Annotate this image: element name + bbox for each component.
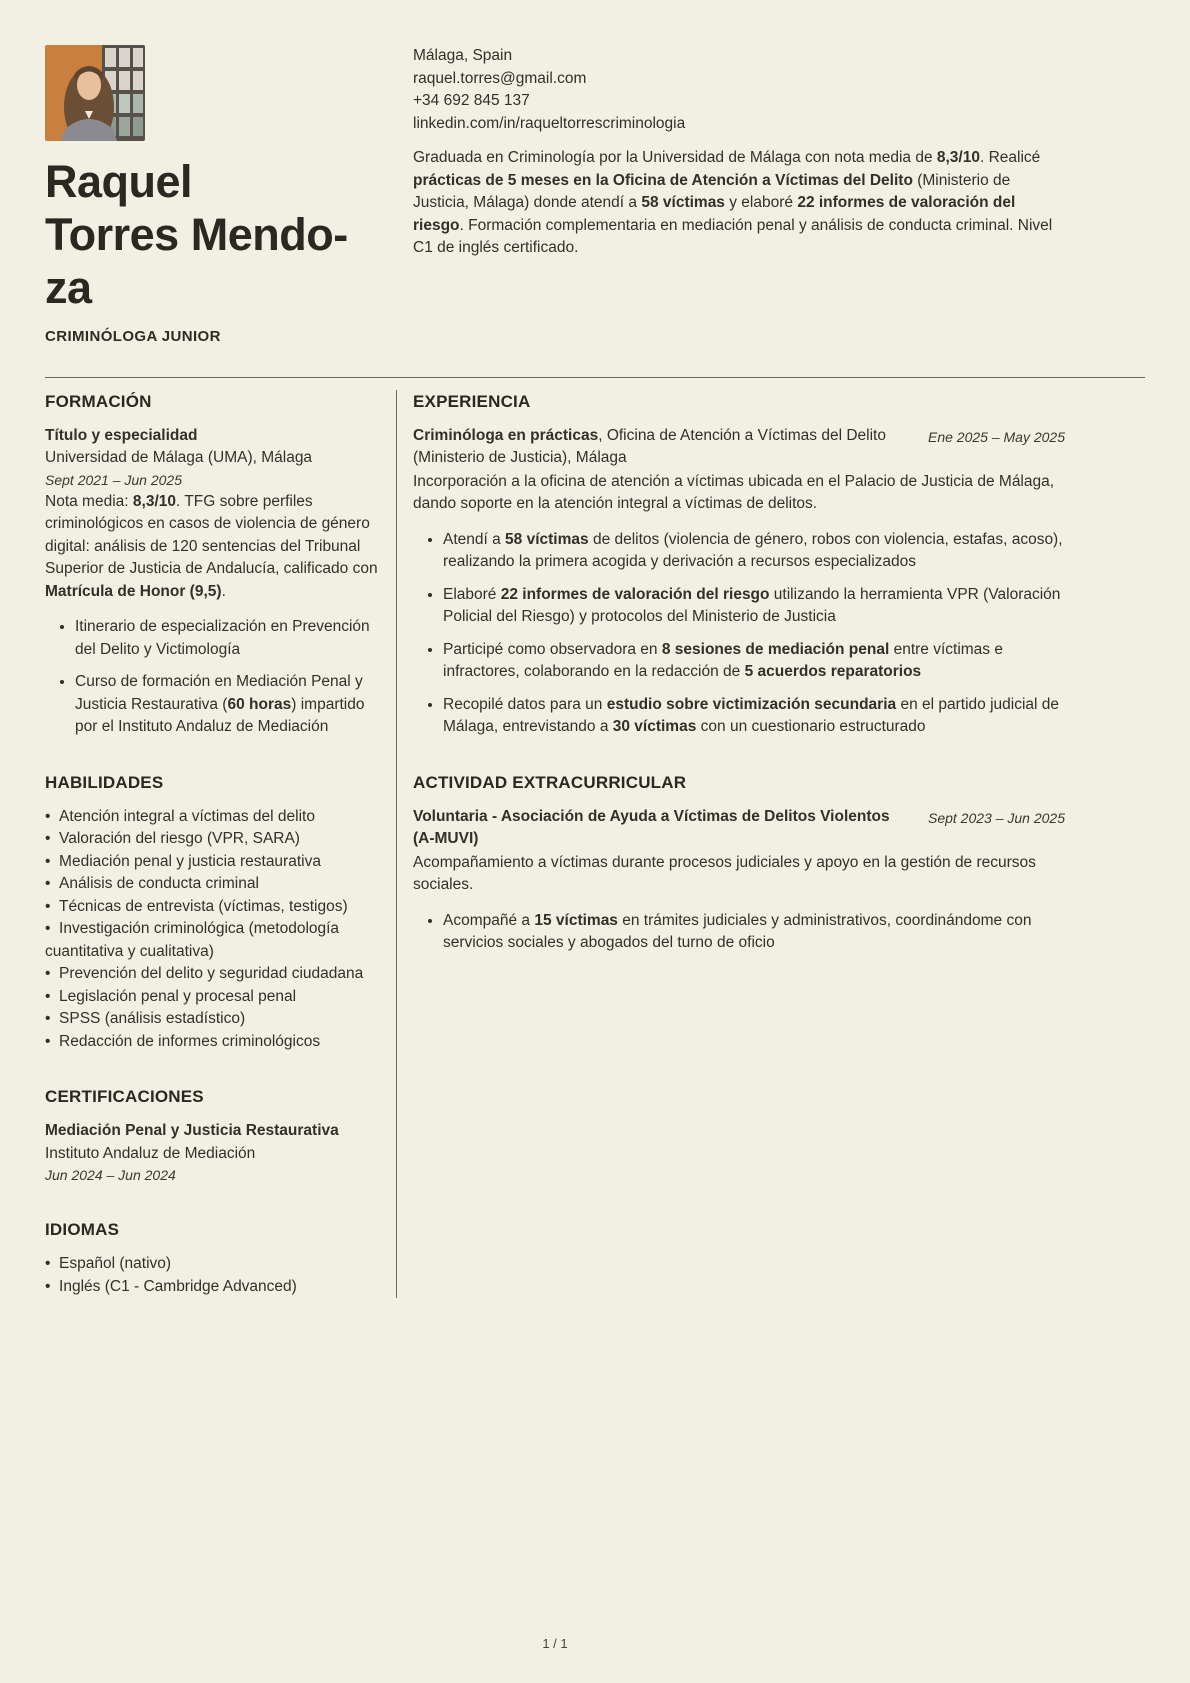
education-dates: Sept 2021 – Jun 2025	[45, 471, 183, 488]
candidate-name-line-1: Raquel	[45, 156, 193, 207]
page-indicator: 1 / 1	[542, 1635, 568, 1651]
candidate-name-line-2: Torres Mendo-	[45, 209, 348, 260]
habilidades-heading: HABILIDADES	[45, 772, 164, 792]
skill-item: • Legislación penal y procesal penal	[45, 986, 384, 1009]
skill-item: • Mediación penal y justicia restaurativa	[45, 851, 384, 874]
education-bullet: • Itinerario de especialización en Prevención del Delito y Victimología	[75, 615, 384, 661]
skill-item: • Análisis de conducta criminal	[45, 873, 384, 896]
skill-item: • Redacción de informes criminológicos	[45, 1031, 384, 1054]
job-description: Incorporación a la oficina de atención a víctimas ubicada en el Palacio de Justicia de Málaga, dando soporte en la atención integral a víctimas de delitos.	[413, 472, 1055, 512]
main-content	[45, 378, 1145, 1299]
job-title: Criminóloga en prácticas, Oficina de Atención a Víctimas del Delito (Ministerio de Justicia), Málaga	[413, 426, 886, 466]
education-description: Nota media: 8,3/10. TFG sobre perfiles criminológicos en casos de violencia de género digital: análisis de 120 sentencias del Tribunal Superior de Justicia de Andalucía, calificado con Matrícula de Honor (9,5).	[45, 492, 378, 600]
school-name: Universidad de Málaga (UMA), Málaga	[45, 449, 313, 466]
job-bullet: • Recopilé datos para un estudio sobre victimización secundaria en el partido judicial de Málaga, entrevistando a 30 víctimas con un cuestionario estructurado	[443, 693, 1065, 739]
language-item: • Español (nativo)	[45, 1253, 384, 1276]
extracurricular-heading: ACTIVIDAD EXTRACURRICULAR	[413, 772, 687, 792]
skill-item: • SPSS (análisis estadístico)	[45, 1008, 384, 1031]
contact-block	[413, 45, 1065, 135]
contact-phone: +34 692 845 137	[413, 92, 530, 109]
volunteer-title: Voluntaria - Asociación de Ayuda a Víctimas de Delitos Violentos (A-MUVI)	[413, 807, 890, 847]
job-bullet: • Participé como observadora en 8 sesiones de mediación penal entre víctimas e infractores, colaborando en la redacción de 5 acuerdos reparatorios	[443, 638, 1065, 684]
volunteer-header	[413, 806, 1065, 851]
certification-issuer: Instituto Andaluz de Mediación	[45, 1144, 256, 1162]
job-bullets	[413, 528, 1065, 739]
job-bullet: • Elaboré 22 informes de valoración del riesgo utilizando la herramienta VPR (Valoración Policial del Riesgo) y protocolos del Ministerio de Justicia	[443, 583, 1065, 629]
skill-item: • Técnicas de entrevista (víctimas, testigos)	[45, 896, 384, 919]
skill-item: • Prevención del delito y seguridad ciudadana	[45, 963, 384, 986]
contact-location: Málaga, Spain	[413, 47, 513, 64]
header-left	[45, 45, 397, 349]
skill-item: • Investigación criminológica (metodología cuantitativa y cualitativa)	[45, 918, 384, 963]
language-item: • Inglés (C1 - Cambridge Advanced)	[45, 1276, 384, 1299]
idiomas-heading: IDIOMAS	[45, 1220, 120, 1239]
education-bullet: • Curso de formación en Mediación Penal y Justicia Restaurativa (60 horas) impartido por el Instituto Andaluz de Mediación	[75, 670, 384, 739]
skill-item: • Valoración del riesgo (VPR, SARA)	[45, 828, 384, 851]
section-extracurricular	[413, 771, 1065, 955]
volunteer-bullet: • Acompañé a 15 víctimas en trámites judiciales y administrativos, coordinándome con servicios sociales y abogados del turno de oficio	[443, 909, 1065, 955]
skill-item: • Atención integral a víctimas del delito	[45, 806, 384, 829]
certification-dates: Jun 2024 – Jun 2024	[45, 1167, 176, 1183]
degree-title: Título y especialidad	[45, 426, 198, 444]
certificaciones-heading: CERTIFICACIONES	[45, 1087, 204, 1106]
certification-name: Mediación Penal y Justicia Restaurativa	[45, 1122, 339, 1139]
left-column	[45, 390, 397, 1299]
section-habilidades	[45, 771, 384, 1054]
formacion-heading: FORMACIÓN	[45, 391, 152, 411]
job-dates: Ene 2025 – May 2025	[928, 428, 1065, 445]
job-bullet: • Atendí a 58 víctimas de delitos (violencia de género, robos con violencia, estafas, acoso), realizando la primera acogida y derivación a recursos especializados	[443, 528, 1065, 574]
header	[45, 45, 1145, 349]
candidate-name-line-3: za	[45, 262, 92, 313]
candidate-job-title: CRIMINÓLOGA JUNIOR	[45, 328, 221, 345]
right-column	[397, 390, 1145, 1299]
section-idiomas	[45, 1218, 384, 1298]
education-bullets	[45, 615, 384, 739]
contact-linkedin: linkedin.com/in/raqueltorrescriminologia	[413, 114, 686, 132]
candidate-name	[45, 155, 385, 314]
volunteer-bullets	[413, 909, 1065, 955]
profile-photo	[45, 45, 145, 141]
profile-photo-image	[45, 45, 145, 141]
header-right	[397, 45, 1145, 349]
volunteer-dates: Sept 2023 – Jun 2025	[927, 809, 1065, 826]
job-header	[413, 425, 1065, 470]
profile-summary: Graduada en Criminología por la Universidad de Málaga con nota media de 8,3/10. Realicé prácticas de 5 meses en la Oficina de Atención a Víctimas del Delito (Ministerio de Justicia, Málaga) donde atendí a 58 víctimas y elaboré 22 informes de valoración del riesgo. Formación complementaria en mediación penal y análisis de conducta criminal. Nivel C1 de inglés certificado.	[413, 149, 1053, 256]
volunteer-description: Acompañamiento a víctimas durante procesos judiciales y apoyo en la gestión de recursos sociales.	[413, 853, 1036, 893]
section-experiencia	[413, 390, 1065, 739]
contact-email: raquel.torres@gmail.com	[413, 69, 587, 87]
section-formacion	[45, 390, 384, 739]
experiencia-heading: EXPERIENCIA	[413, 391, 531, 411]
section-certificaciones	[45, 1085, 384, 1186]
